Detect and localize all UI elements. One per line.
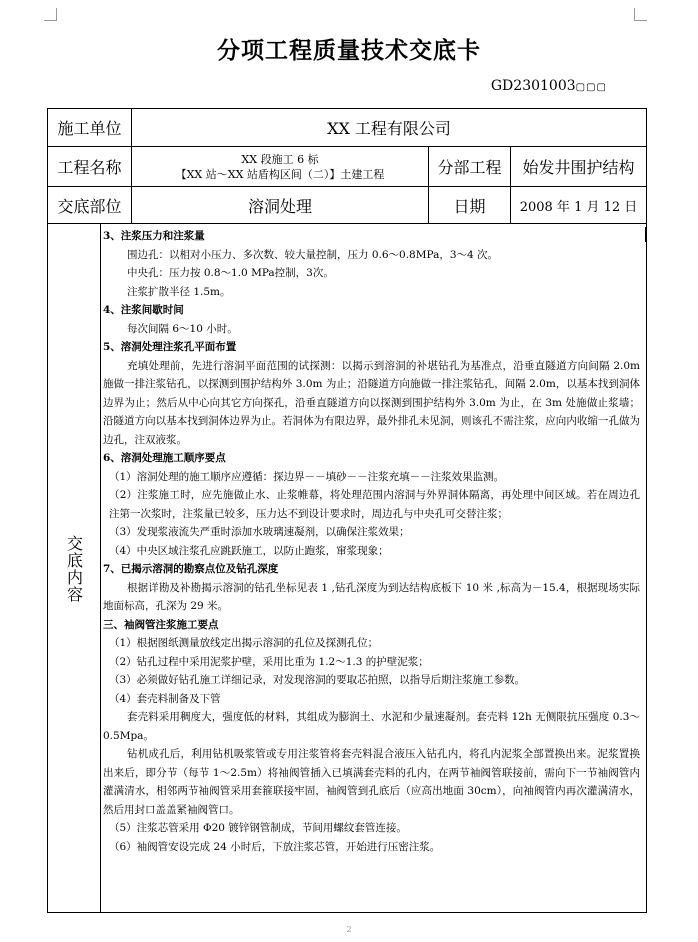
content-paragraph: 中央孔：压力按 0.8～1.0 MPa控制，3次。 xyxy=(127,267,334,279)
content-paragraph: （6）袖阀管安设完成 24 小时后，下放注浆芯管，开始进行压密注浆。 xyxy=(109,840,441,853)
section-heading: 4、注浆间歇时间 xyxy=(103,304,184,316)
section-heading: 6、溶洞处理施工顺序要点 xyxy=(103,452,226,464)
content-paragraph: 套壳料采用稠度大，强度低的材料，其组成为膨润土、水泥和少量速凝剂。套壳料 12h 无侧限抗压强度 0.3～0.5Mpa。 xyxy=(103,711,640,742)
project-label: 工程名称 xyxy=(57,158,122,177)
crop-mark-top-left xyxy=(44,8,57,21)
content-paragraph: （3）发现浆液流失严重时添加水玻璃速凝剂，以确保注浆效果； xyxy=(109,526,410,538)
content-paragraph: 钻机成孔后，利用钻机吸浆管或专用注浆管将套壳料混合液压入钻孔内，将孔内泥浆全部置换出来。泥浆置换出来后，即分节（每节 1～2.5m）将袖阀管插入已填满套壳料的孔内，在两节袖阀管联接前，需向下一节袖阀管内灌满清水，相邻两节袖阀管采用套箍联接牢固，袖阀管到孔底后（应高出地面 30cm），向袖阀管内再次灌满清水，然后用封口盖盖紧袖阀管口。 xyxy=(103,748,640,816)
project-line-2: 【XX 站～XX 站盾构区间（二）】土建工程 xyxy=(175,167,385,181)
content-paragraph: （4）套壳料制备及下管 xyxy=(109,692,221,705)
unit-value: XX 工程有限公司 xyxy=(327,119,451,138)
content-paragraph: （5）注浆芯管采用 Φ20 镀锌钢管制成，节间用螺纹套管连接。 xyxy=(109,822,407,834)
content-paragraph: 根据详勘及补勘揭示溶洞的钻孔坐标见表 1 ,钻孔深度为到达结构底板下 10 米 ,标高为－15.4，根据现场实际地面标高，孔深为 29 米。 xyxy=(103,581,640,612)
content-section-label-text: 交底内容 xyxy=(64,535,84,603)
page-number: 2 xyxy=(346,925,352,934)
document-code-text: GD2301003 xyxy=(490,78,576,94)
section-heading: 三、袖阀管注浆施工要点 xyxy=(103,618,219,631)
division-value: 始发井围护结构 xyxy=(522,158,635,177)
section-heading: 5、溶洞处理注浆孔平面布置 xyxy=(103,341,237,353)
date-value: 2008 年 1 月 12 日 xyxy=(519,199,638,215)
division-label: 分部工程 xyxy=(437,158,502,177)
content-paragraph: （4）中央区域注浆孔应跳跃施工，以防止跑浆，窜浆现象； xyxy=(109,544,389,557)
unit-label: 施工单位 xyxy=(57,119,122,138)
content-paragraph: （2）注浆施工时，应先施做止水、止浆帷幕，将处理范围内溶洞与外界洞体隔离，再处理中间区域。若在周边孔注第一次浆时，注浆量已较多，压力达不到设计要求时，周边孔与中央孔可交替注浆； xyxy=(109,489,640,520)
col-divider xyxy=(100,223,101,912)
content-paragraph: 注浆扩散半径 1.5m。 xyxy=(127,285,231,298)
project-value xyxy=(132,147,428,186)
row-divider xyxy=(48,223,646,224)
section-heading: 3、注浆压力和注浆量 xyxy=(103,230,205,242)
content-paragraph: （3）必须做好钻孔施工详细记录，对发现溶洞的要取芯拍照，以指导后期注浆施工参数。 xyxy=(109,674,526,686)
content-section-label xyxy=(48,226,100,912)
crop-mark-top-right xyxy=(634,8,647,21)
document-code xyxy=(491,78,607,94)
content-paragraph: 每次间隔 6～10 小时。 xyxy=(127,322,238,335)
scrollbar-indicator[interactable] xyxy=(645,227,647,242)
date-label: 日期 xyxy=(453,196,486,216)
content-paragraph: （2）钻孔过程中采用泥浆护壁，采用比重为 1.2～1.3 的护壁泥浆； xyxy=(109,655,429,668)
content-paragraph: 围边孔：以相对小压力、多次数、较大量控制，压力 0.6～0.8MPa，3～4 次。 xyxy=(127,248,499,261)
content-paragraph: （1）根据图纸测量放线定出揭示溶洞的孔位及探测孔位； xyxy=(109,637,379,649)
content-body xyxy=(103,227,640,908)
section-heading: 7、已揭示溶洞的勘察点位及钻孔深度 xyxy=(103,563,279,575)
disclosure-table xyxy=(47,108,647,913)
project-line-1: XX 段施工 6 标 xyxy=(241,152,319,166)
code-placeholder-icons: ▢▢▢ xyxy=(575,82,607,93)
content-paragraph: 充填处理前，先进行溶洞平面范围的试探测：以揭示到溶洞的补堪钻孔为基准点，沿垂直隧道方向间隔 2.0m 施做一排注浆钻孔，以探测到围护结构外 3.0m 为止；沿隧道方向施做一排注浆钻孔，间隔 2.0m，以基本找到洞体边界为止；然后从中心向其它方向探孔，沿垂直隧道方向以探测到围护结构外 3.0m 为止，在 3m 处施做止浆墙；沿隧道方向以基本找到洞体边界为止。若洞体为有限边界，最外排孔未见洞，则该孔不需注浆，应向内收缩一孔做为边孔，注双液浆。 xyxy=(103,359,640,446)
part-value: 溶洞处理 xyxy=(247,196,312,216)
part-label: 交底部位 xyxy=(57,196,122,216)
document-title: 分项工程质量技术交底卡 xyxy=(217,37,481,64)
content-paragraph: （1）溶洞处理的施工顺序应遵循：探边界－－填砂－－注浆充填－－注浆效果监测。 xyxy=(109,470,505,483)
